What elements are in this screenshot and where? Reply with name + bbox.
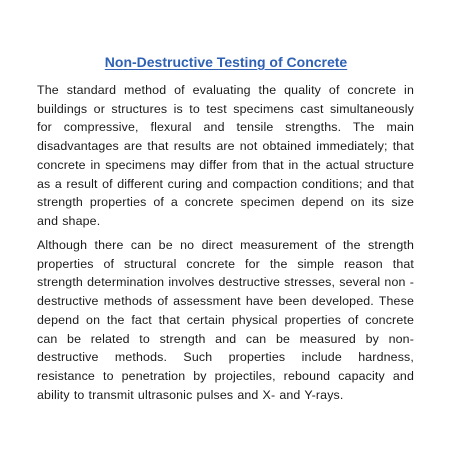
- body-paragraph-1: The standard method of evaluating the quality of concrete in buildings or structures is to test specimens cast simultaneously for compressive, flexural and tensile strengths. The main disadvantages are that results are not obtained immediately; that concrete in specimens may differ from that in the actual structure as a result of different curing and compaction conditions; and that strength properties of a concrete specimen depend on its size and shape.: [37, 83, 414, 228]
- page-title: Non-Destructive Testing of Concrete: [104, 54, 348, 70]
- body-paragraph-2: Although there can be no direct measurement of the strength properties of structural concrete for the simple reason that strength determination involves destructive stresses, several non - destructive methods of assessment have been developed. These depend on the fact that certain physical properties of concrete can be related to strength and can be measured by non-destructive methods. Such properties include hardness, resistance to penetration by projectiles, rebound capacity and ability to transmit ultrasonic pulses and X- and Y-rays.: [37, 238, 414, 402]
